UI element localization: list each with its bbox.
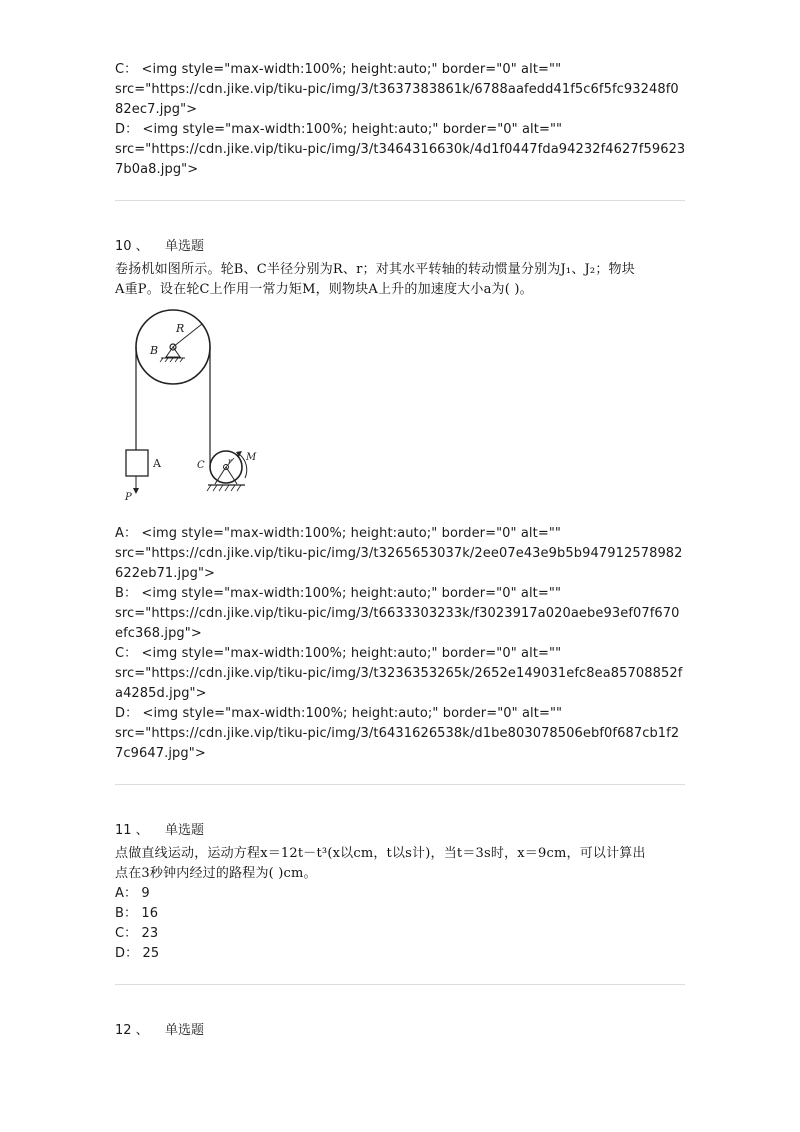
question-number: 11 、 <box>115 823 149 838</box>
option-src-line: src="https://cdn.jike.vip/tiku-pic/img/3/t3637383861k/6788aafedd41f5c6f5fc93248f0 <box>115 82 679 97</box>
question-11 <box>115 821 685 964</box>
question-number: 12 、 <box>115 1023 149 1038</box>
label-A: A <box>153 457 161 470</box>
q10-option-a[interactable] <box>115 524 685 584</box>
q11-option-a[interactable] <box>115 884 685 904</box>
question-12 <box>115 1021 685 1041</box>
option-src-line: src="https://cdn.jike.vip/tiku-pic/img/3/t3236353265k/2652e149031efc8ea85708852f <box>115 666 683 681</box>
option-img-code: <img style="max-width:100%; height:auto;" border="0" alt="" <box>142 122 563 137</box>
option-src-line: 7c9647.jpg"> <box>115 746 206 761</box>
option-value: 23 <box>141 926 159 941</box>
option-label: C： <box>115 646 138 661</box>
question-stem-line: 点在3秒钟内经过的路程为( )cm。 <box>115 866 317 881</box>
option-value: 25 <box>142 946 160 961</box>
option-img-code: <img style="max-width:100%; height:auto;" border="0" alt="" <box>141 526 561 541</box>
option-img-code: <img style="max-width:100%; height:auto;" border="0" alt="" <box>141 586 562 601</box>
option-src-line: src="https://cdn.jike.vip/tiku-pic/img/3/t6633303233k/f3023917a020aebe93ef07f670 <box>115 606 680 621</box>
option-label: C： <box>115 926 138 941</box>
option-src-line: 82ec7.jpg"> <box>115 102 198 117</box>
question-stem-line: 点做直线运动，运动方程x＝12t－t³(x以cm，t以s计)，当t＝3s时，x＝9cm，可以计算出 <box>115 846 646 861</box>
q9-option-c[interactable] <box>115 60 685 120</box>
label-M: M <box>246 452 257 463</box>
option-value: 9 <box>141 886 150 901</box>
option-src-line: a4285d.jpg"> <box>115 686 207 701</box>
option-label: D： <box>115 706 139 721</box>
label-r: r <box>228 457 232 466</box>
label-P: P <box>125 492 132 503</box>
option-value: 16 <box>141 906 159 921</box>
question-stem-line: 卷扬机如图所示。轮B、C半径分别为R、r；对其水平转轴的转动惯量分别为J₁、J₂；物块 <box>115 262 635 277</box>
question-stem-line: A重P。设在轮C上作用一常力矩M，则物块A上升的加速度大小a为( )。 <box>115 282 533 297</box>
option-label: A： <box>115 886 138 901</box>
q11-option-b[interactable] <box>115 904 685 924</box>
question-header <box>115 821 685 841</box>
option-src-line: src="https://cdn.jike.vip/tiku-pic/img/3/t3464316630k/4d1f0447fda94232f4627f59623 <box>115 142 686 157</box>
label-R: R <box>176 322 185 335</box>
q11-option-c[interactable] <box>115 924 685 944</box>
block-a <box>126 450 148 476</box>
option-img-code: <img style="max-width:100%; height:auto;" border="0" alt="" <box>141 646 562 661</box>
question-number: 10 、 <box>115 239 149 254</box>
option-src-line: src="https://cdn.jike.vip/tiku-pic/img/3/t6431626538k/d1be803078506ebf0f687cb1f2 <box>115 726 680 741</box>
label-C: C <box>197 460 205 471</box>
option-label: A： <box>115 526 138 541</box>
question-type: 单选题 <box>164 239 204 254</box>
option-src-line: efc368.jpg"> <box>115 626 202 641</box>
question-page <box>115 60 685 1041</box>
winch-diagram <box>115 302 255 524</box>
question-type: 单选题 <box>164 1023 204 1038</box>
q10-option-b[interactable] <box>115 584 685 644</box>
option-img-code: <img style="max-width:100%; height:auto;" border="0" alt="" <box>141 62 562 77</box>
option-label: C： <box>115 62 138 77</box>
q11-option-d[interactable] <box>115 944 685 964</box>
option-label: B： <box>115 906 138 921</box>
q10-option-c[interactable] <box>115 644 685 704</box>
question-header <box>115 237 685 257</box>
question-type: 单选题 <box>164 823 204 838</box>
q9-option-d[interactable] <box>115 120 685 180</box>
option-label: D： <box>115 122 139 137</box>
question-header <box>115 1021 685 1041</box>
label-B: B <box>150 344 159 357</box>
q10-option-d[interactable] <box>115 704 685 764</box>
option-src-line: 7b0a8.jpg"> <box>115 162 199 177</box>
option-img-code: <img style="max-width:100%; height:auto;" border="0" alt="" <box>142 706 563 721</box>
option-label: B： <box>115 586 138 601</box>
question-10 <box>115 237 685 764</box>
option-src-line: src="https://cdn.jike.vip/tiku-pic/img/3/t3265653037k/2ee07e43e9b5b947912578982 <box>115 546 683 561</box>
option-src-line: 622eb71.jpg"> <box>115 566 216 581</box>
option-label: D： <box>115 946 139 961</box>
